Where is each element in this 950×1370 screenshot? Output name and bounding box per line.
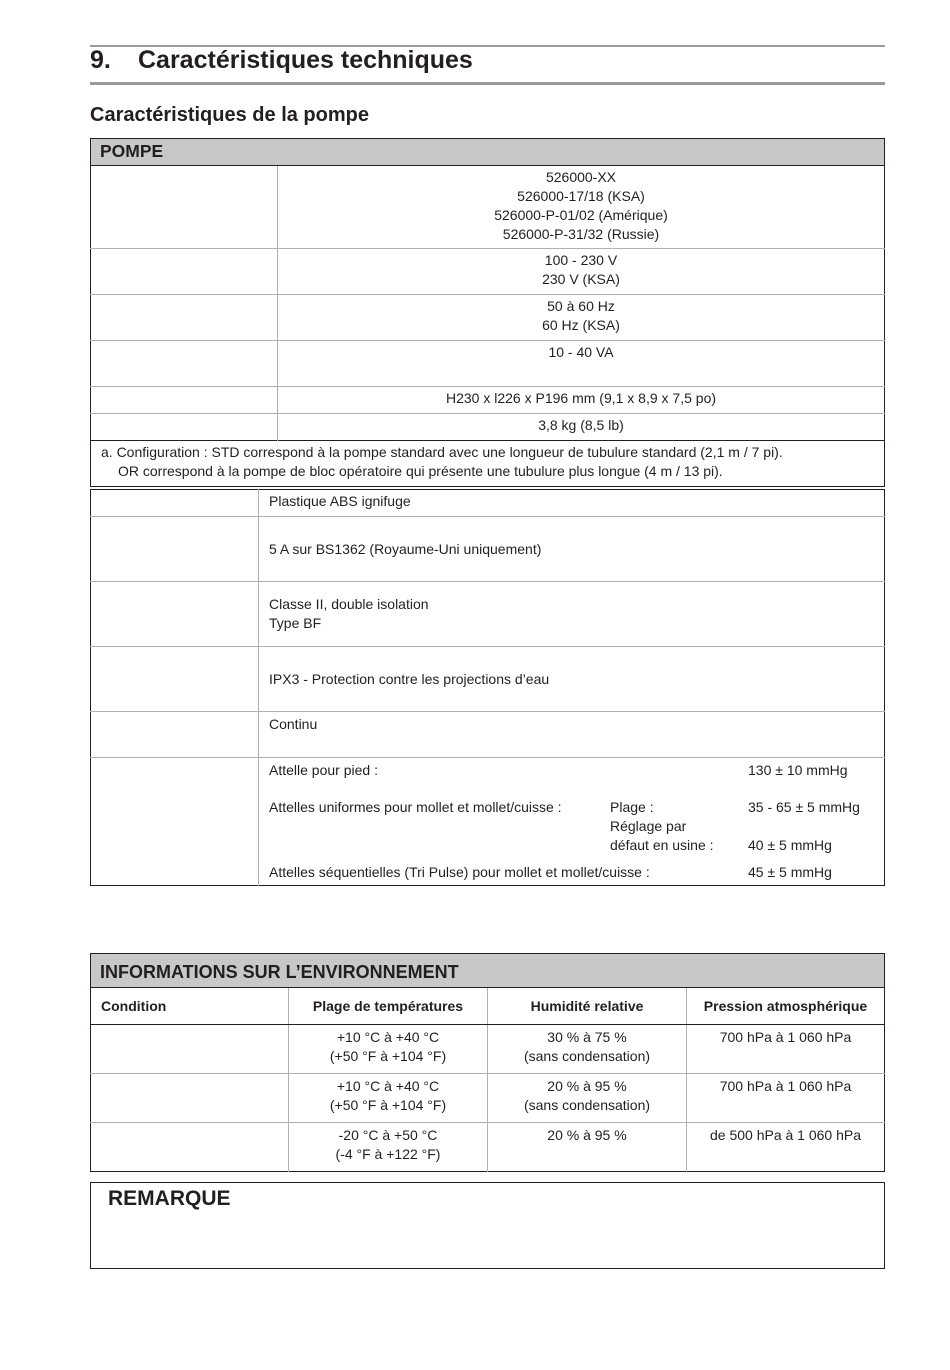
pressure-cell	[687, 1123, 885, 1172]
cell-line: 50 à 60 Hz	[547, 298, 615, 314]
temperature-cell	[289, 1025, 488, 1074]
chapter-heading	[90, 46, 473, 75]
chapter-number: 9.	[90, 46, 111, 74]
row-label	[91, 582, 259, 647]
row-label	[91, 387, 278, 414]
table-row	[91, 1074, 885, 1123]
temperature-cell	[289, 1123, 488, 1172]
dimensions-cell	[278, 387, 885, 414]
section-title: Caractéristiques de la pompe	[90, 104, 369, 126]
cell-line: 60 Hz (KSA)	[542, 317, 620, 333]
weight-cell	[278, 414, 885, 441]
cell-line: 20 % à 95 %	[547, 1127, 627, 1143]
pressure-table	[269, 761, 874, 882]
condition-cell	[91, 1074, 289, 1123]
model-numbers	[278, 166, 885, 249]
cell-line: -20 °C à +50 °C	[338, 1127, 438, 1143]
uniform-label: Attelles uniformes pour mollet et mollet/cuisse :	[269, 799, 562, 815]
humidity-cell	[488, 1123, 687, 1172]
row-label	[91, 341, 278, 387]
default-value: 40 ± 5 mmHg	[748, 837, 832, 853]
foot-label: Attelle pour pied :	[269, 762, 378, 778]
column-header: Humidité relative	[488, 988, 687, 1025]
default-label-2: défaut en usine :	[610, 837, 714, 853]
chapter-bottom-rule	[90, 82, 885, 85]
table-row	[91, 387, 885, 414]
table-footnote	[91, 441, 885, 487]
condition-cell	[91, 1025, 289, 1074]
operation-mode-cell	[259, 712, 885, 758]
cell-line: (+50 °F à +104 °F)	[329, 1048, 447, 1064]
cell-line: (sans condensation)	[523, 1048, 651, 1064]
ingress-protection-cell	[259, 647, 885, 712]
cell-line: +10 °C à +40 °C	[336, 1029, 440, 1045]
housing-cell	[259, 490, 885, 517]
cell-line: Classe II, double isolation	[269, 596, 429, 612]
cell-line: 700 hPa à 1 060 hPa	[719, 1029, 852, 1045]
table-row	[91, 712, 885, 758]
humidity-cell	[488, 1025, 687, 1074]
row-label	[91, 490, 259, 517]
column-header: Pression atmosphérique	[687, 988, 885, 1025]
chapter-title: Caractéristiques techniques	[138, 46, 473, 74]
cell-line: 5 A sur BS1362 (Royaume-Uni uniquement)	[269, 540, 542, 557]
environment-table	[90, 953, 885, 1172]
temperature-cell	[289, 1074, 488, 1123]
pump-table	[90, 138, 885, 487]
sequential-label: Attelles séquentielles (Tri Pulse) pour mollet et mollet/cuisse :	[269, 864, 650, 880]
default-label-1: Réglage par	[610, 818, 687, 834]
cell-line: IPX3 - Protection contre les projections d’eau	[269, 670, 550, 687]
humidity-cell	[488, 1074, 687, 1123]
table-row	[91, 166, 885, 249]
cell-line: 526000-XX	[545, 169, 617, 185]
remark-title: REMARQUE	[108, 1187, 231, 1210]
power-cell	[278, 341, 885, 387]
fuse-cell	[259, 517, 885, 582]
cell-line: de 500 hPa à 1 060 hPa	[709, 1127, 862, 1143]
pressure-cell	[687, 1074, 885, 1123]
cell-line: 100 - 230 V	[544, 252, 618, 268]
column-header: Condition	[91, 988, 289, 1025]
condition-cell	[91, 1123, 289, 1172]
table-row	[91, 295, 885, 341]
cell-line: 20 % à 95 %	[547, 1078, 627, 1094]
cell-line: (+50 °F à +104 °F)	[329, 1097, 447, 1113]
row-label	[91, 414, 278, 441]
table-row	[91, 582, 885, 647]
cell-line: 700 hPa à 1 060 hPa	[719, 1078, 852, 1094]
pump-table-continued	[90, 489, 885, 886]
column-header: Plage de températures	[289, 988, 488, 1025]
cell-line: 526000-17/18 (KSA)	[517, 188, 645, 204]
table-row	[91, 414, 885, 441]
cell-line: 230 V (KSA)	[542, 271, 620, 287]
voltage-cell	[278, 249, 885, 295]
cell-line: Continu	[269, 716, 318, 732]
row-label	[91, 647, 259, 712]
cell-line: +10 °C à +40 °C	[336, 1078, 440, 1094]
range-value: 35 - 65 ± 5 mmHg	[748, 799, 860, 815]
cell-line: Plastique ABS ignifuge	[269, 493, 411, 509]
cell-line: 526000-P-31/32 (Russie)	[502, 226, 660, 242]
pressure-cell	[259, 758, 885, 886]
environment-table-header: INFORMATIONS SUR L’ENVIRONNEMENT	[91, 954, 885, 988]
row-label	[91, 166, 278, 249]
table-row	[91, 490, 885, 517]
table-row	[91, 1123, 885, 1172]
row-label	[91, 712, 259, 758]
cell-line: 526000-P-01/02 (Amérique)	[494, 207, 668, 223]
table-row	[91, 517, 885, 582]
pump-table-header: POMPE	[91, 139, 885, 166]
cell-line: (sans condensation)	[523, 1097, 651, 1113]
table-header-row	[91, 988, 885, 1025]
row-label	[91, 249, 278, 295]
cell-line: 10 - 40 VA	[548, 344, 614, 360]
foot-value: 130 ± 10 mmHg	[748, 762, 848, 778]
pressure-cell	[687, 1025, 885, 1074]
frequency-cell	[278, 295, 885, 341]
row-label	[91, 295, 278, 341]
footnote-row	[91, 441, 885, 487]
cell-line: Type BF	[269, 615, 322, 631]
table-row	[91, 249, 885, 295]
footnote-line: a. Configuration : STD correspond à la pompe standard avec une longueur de tubulure standard (2,1 m / 7 pi).	[101, 444, 783, 460]
table-row	[91, 341, 885, 387]
table-row	[91, 758, 885, 886]
remark-box	[90, 1182, 885, 1269]
range-label: Plage :	[610, 799, 654, 815]
row-label	[91, 758, 259, 886]
table-row	[91, 647, 885, 712]
cell-line: H230 x l226 x P196 mm (9,1 x 8,9 x 7,5 po)	[445, 390, 717, 406]
cell-line: (-4 °F à +122 °F)	[335, 1146, 441, 1162]
cell-line: 3,8 kg (8,5 lb)	[538, 417, 624, 433]
protection-class-cell	[259, 582, 885, 647]
sequential-value: 45 ± 5 mmHg	[748, 864, 832, 880]
footnote-line: OR correspond à la pompe de bloc opératoire qui présente une tubulure plus longue (4 m / 13 pi).	[118, 463, 723, 479]
table-row	[91, 1025, 885, 1074]
cell-line: 30 % à 75 %	[547, 1029, 627, 1045]
row-label	[91, 517, 259, 582]
